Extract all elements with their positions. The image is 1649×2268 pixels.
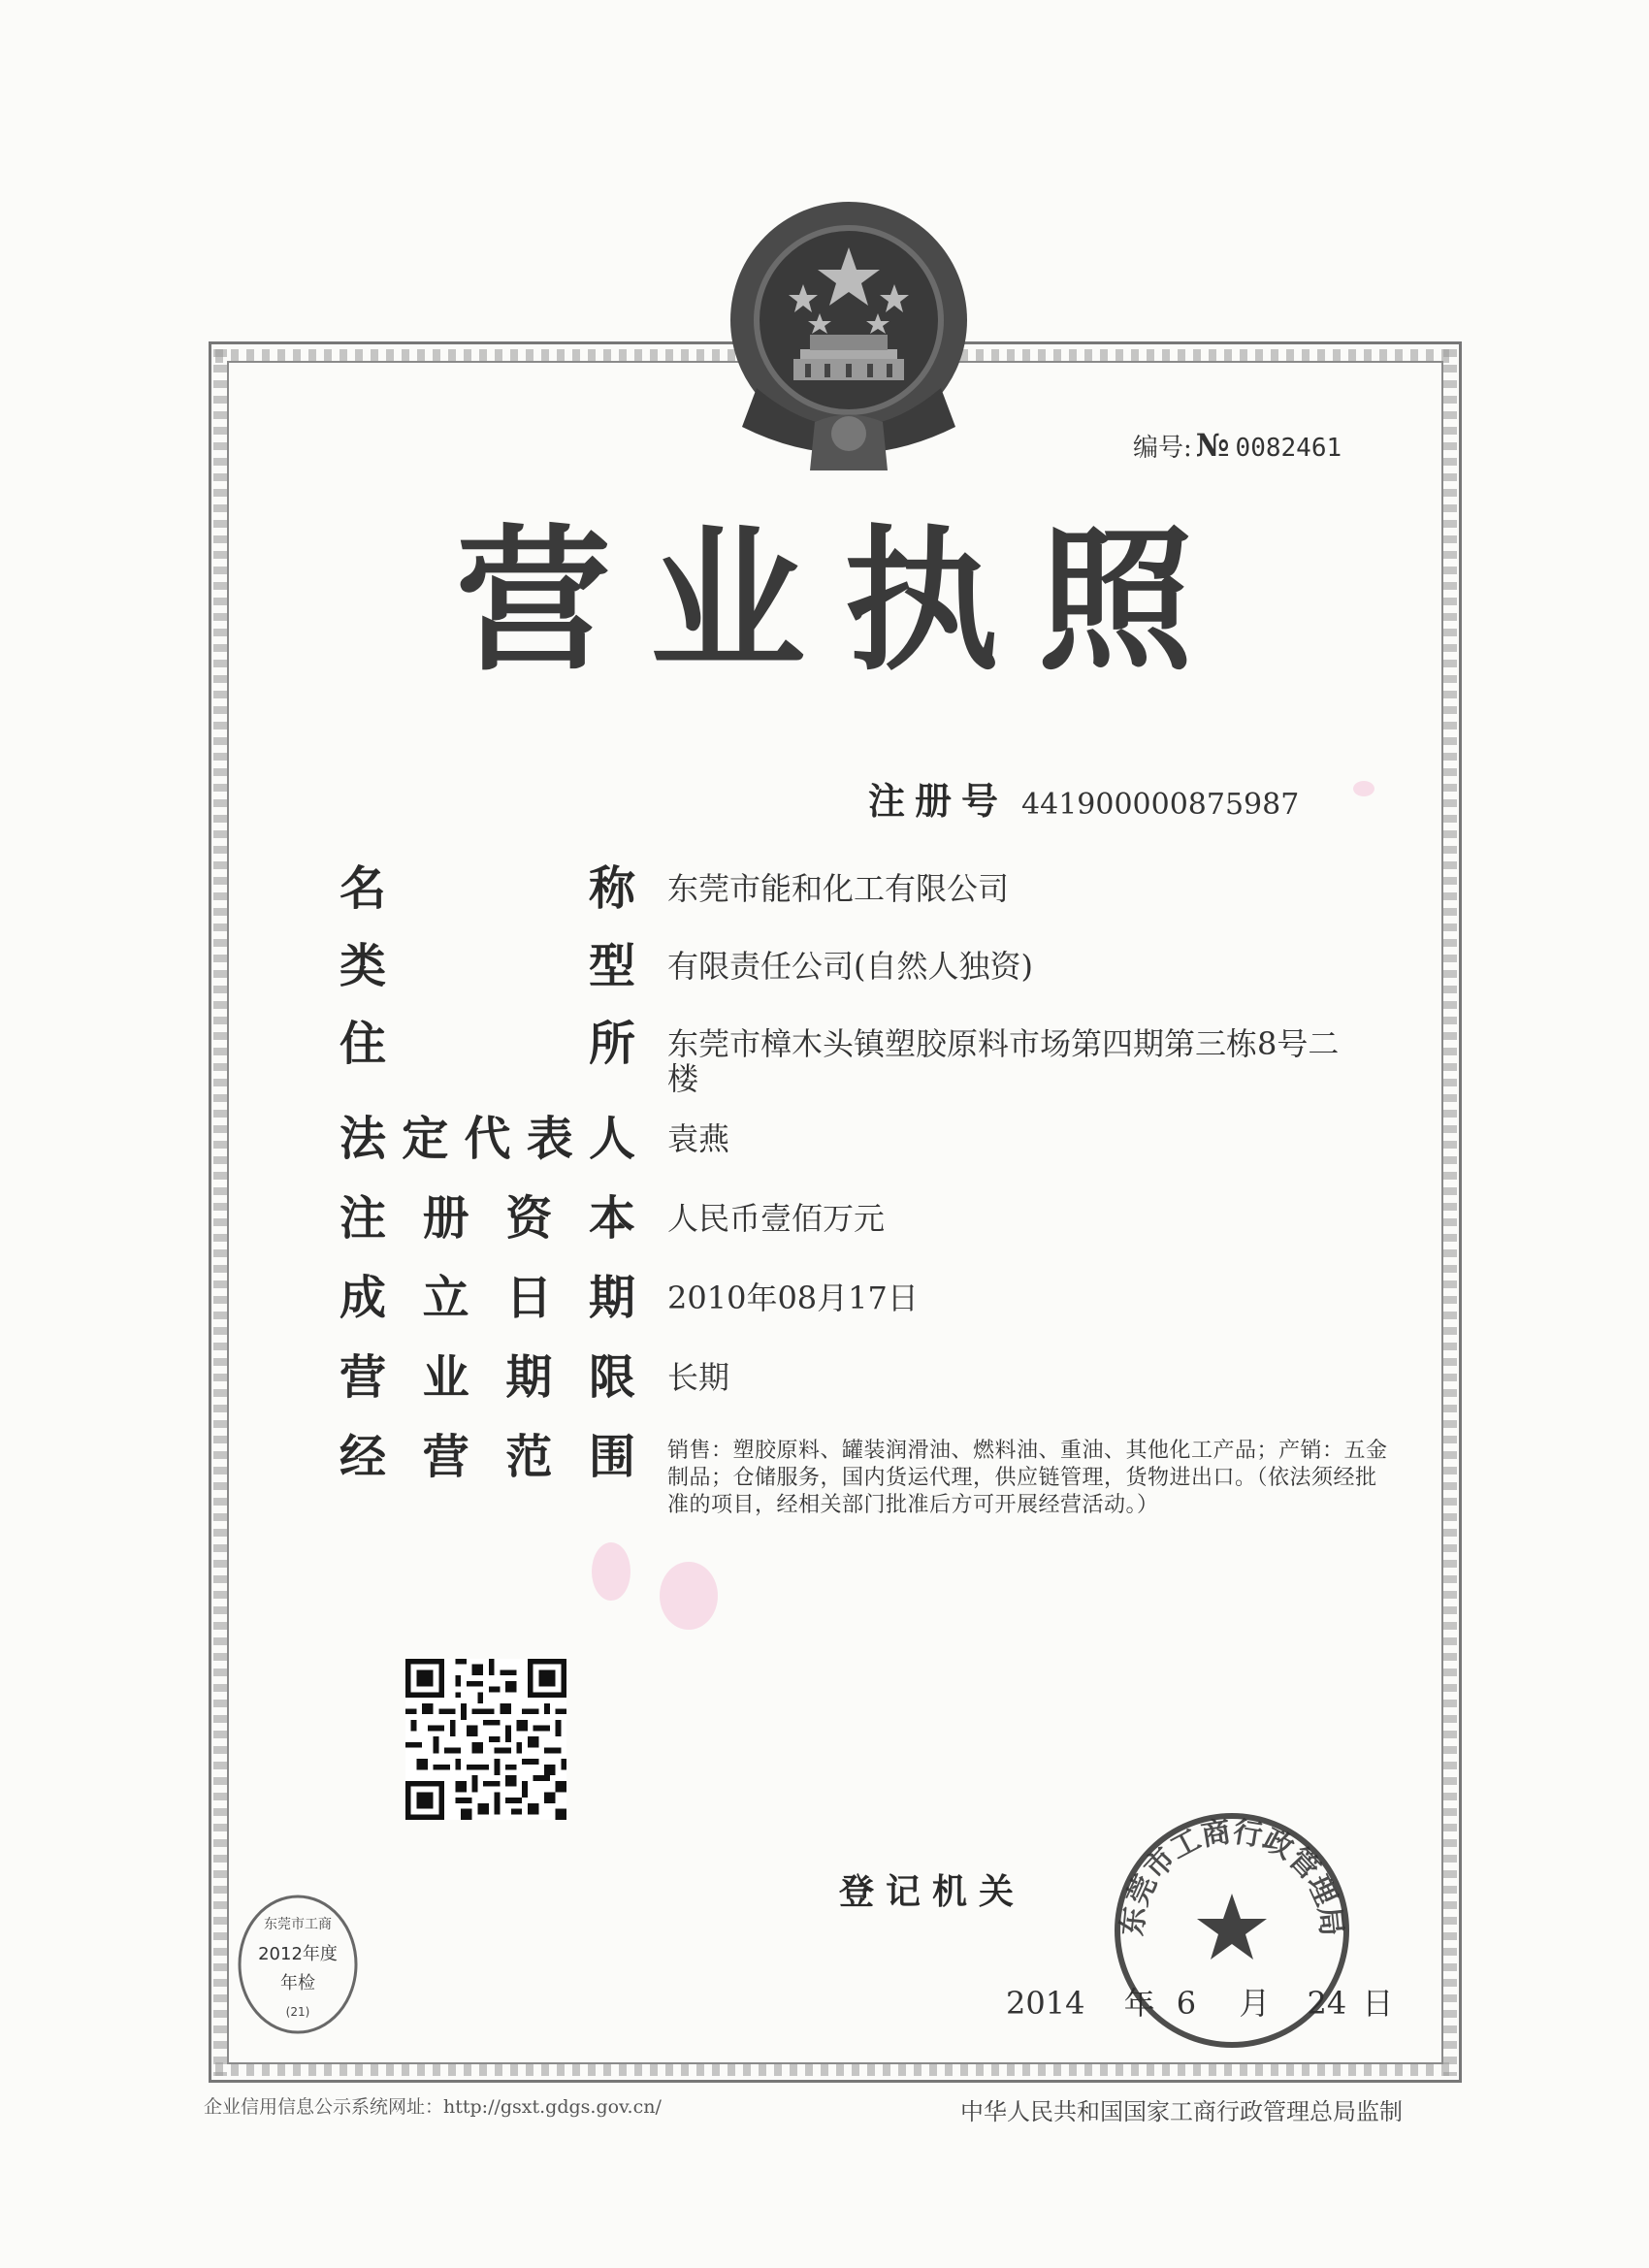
field-value-business-scope: 销售：塑胶原料、罐装润滑油、燃料油、重油、其他化工产品；产销：五金制品；仓储服务，国内货运代理，供应链管理，货物进出口。（依法须经批准的项目，经相关部门批准后方可开展经营活动。） — [667, 1439, 1388, 1517]
fret-border-right — [1443, 349, 1457, 2076]
official-seal-icon — [1106, 1804, 1358, 2057]
annual-inspection-stamp-icon — [235, 1892, 361, 2037]
stain — [660, 1562, 718, 1630]
date-month-unit: 月 — [1239, 1985, 1271, 2022]
field-label: 营 业 期 限 — [340, 1350, 635, 1405]
date-year: 2014 — [1006, 1985, 1085, 2022]
field-label: 注 册 资 本 — [340, 1191, 635, 1246]
footer-supervisor: 中华人民共和国国家工商行政管理总局监制 — [960, 2098, 1403, 2125]
page-title: 营业执照 — [455, 510, 1232, 692]
fret-border-bottom — [215, 2062, 1455, 2076]
stamp-number: (21) — [285, 2005, 310, 2019]
serial-symbol: № — [1195, 427, 1230, 464]
registration-authority: 登记机关 — [839, 1872, 1026, 1912]
field-value-address: 东莞市樟木头镇塑胶原料市场第四期第三栋8号二楼 — [667, 1025, 1340, 1097]
field-value-legal-rep: 袁燕 — [667, 1120, 730, 1157]
date-day: 24 — [1307, 1985, 1347, 2022]
field-value-term: 长期 — [667, 1359, 730, 1396]
serial-value: 0082461 — [1235, 434, 1342, 463]
national-emblem-icon — [698, 189, 999, 490]
field-label: 成 立 日 期 — [340, 1271, 635, 1325]
registration-value: 441900000875987 — [1021, 788, 1300, 822]
field-value-company-name: 东莞市能和化工有限公司 — [667, 870, 1010, 907]
fret-border-left — [213, 349, 227, 2076]
seal-text: 东莞市工商行政管理局 — [1116, 1815, 1348, 1938]
field-label: 类 型 — [340, 939, 635, 993]
field-label: 住 所 — [340, 1017, 635, 1071]
stamp-year: 2012年度 — [258, 1944, 338, 1964]
stain — [1353, 781, 1374, 796]
date-day-unit: 日 — [1362, 1985, 1394, 2022]
date-month: 6 — [1176, 1985, 1197, 2022]
field-value-capital: 人民币壹佰万元 — [667, 1200, 886, 1237]
footer-website: 企业信用信息公示系统网址：http://gsxt.gdgs.gov.cn/ — [204, 2096, 662, 2118]
registration-number — [868, 771, 1299, 825]
field-label: 名 称 — [340, 861, 635, 916]
date-year-unit: 年 — [1123, 1985, 1155, 2022]
field-label: 经 营 范 围 — [340, 1430, 635, 1484]
serial-number — [1133, 427, 1342, 464]
stamp-authority: 东莞市工商 — [264, 1917, 332, 1932]
qr-code-icon — [405, 1659, 566, 1820]
field-value-company-type: 有限责任公司(自然人独资) — [667, 948, 1033, 985]
field-label: 法 定 代 表 人 — [340, 1112, 635, 1166]
stamp-inspection: 年检 — [280, 1973, 315, 1993]
stain — [592, 1542, 630, 1601]
serial-label: 编号: — [1133, 434, 1192, 463]
field-value-established-date: 2010年08月17日 — [667, 1280, 919, 1316]
registration-label: 注册号 — [868, 780, 1009, 823]
